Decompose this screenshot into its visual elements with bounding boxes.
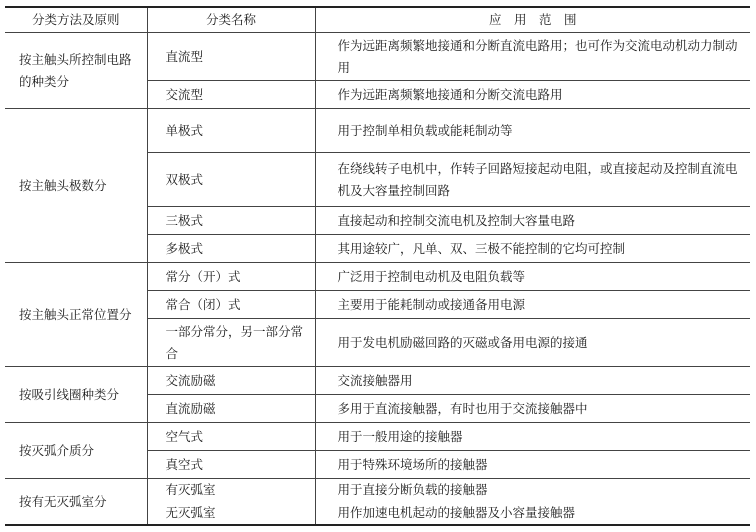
classification-table bbox=[5, 6, 750, 526]
table-header-row bbox=[5, 7, 750, 33]
application-cell: 直接起动和控制交流电机及控制大容量电路 bbox=[315, 207, 750, 235]
type-name-cell: 交流励磁 bbox=[147, 367, 315, 395]
application-cell: 用于直接分断负载的接触器 bbox=[315, 479, 750, 502]
application-cell: 其用途较广，凡单、双、三极不能控制的它均可控制 bbox=[315, 235, 750, 263]
type-name-cell: 直流励磁 bbox=[147, 395, 315, 423]
type-name-cell: 无灭弧室 bbox=[147, 501, 315, 525]
type-name-cell: 多极式 bbox=[147, 235, 315, 263]
header-name: 分类名称 bbox=[147, 7, 315, 33]
table-row bbox=[5, 263, 750, 291]
application-cell: 用作加速电机起动的接触器及小容量接触器 bbox=[315, 501, 750, 525]
type-name-cell: 直流型 bbox=[147, 33, 315, 81]
application-cell: 用于一般用途的接触器 bbox=[315, 423, 750, 451]
application-cell: 交流接触器用 bbox=[315, 367, 750, 395]
category-cell: 按主触头所控制电路的种类分 bbox=[5, 33, 147, 109]
type-name-cell: 常合（闭）式 bbox=[147, 291, 315, 319]
application-cell: 在绕线转子电机中，作转子回路短接起动电阻，或直接起动及控制直流电机及大容量控制回路 bbox=[315, 153, 750, 207]
application-cell: 作为远距离频繁地接通和分断直流电路用；也可作为交流电动机动力制动用 bbox=[315, 33, 750, 81]
application-cell: 多用于直流接触器，有时也用于交流接触器中 bbox=[315, 395, 750, 423]
type-name-cell: 双极式 bbox=[147, 153, 315, 207]
application-cell: 主要用于能耗制动或接通备用电源 bbox=[315, 291, 750, 319]
table-row bbox=[5, 109, 750, 153]
type-name-cell: 交流型 bbox=[147, 81, 315, 109]
application-cell: 用于发电机励磁回路的灭磁或备用电源的接通 bbox=[315, 319, 750, 367]
type-name-cell: 单极式 bbox=[147, 109, 315, 153]
table-row bbox=[5, 33, 750, 81]
category-cell: 按主触头极数分 bbox=[5, 109, 147, 263]
table-row bbox=[5, 423, 750, 451]
header-method: 分类方法及原则 bbox=[5, 7, 147, 33]
application-cell: 用于控制单相负载或能耗制动等 bbox=[315, 109, 750, 153]
category-cell: 按有无灭弧室分 bbox=[5, 479, 147, 526]
type-name-cell: 三极式 bbox=[147, 207, 315, 235]
type-name-cell: 空气式 bbox=[147, 423, 315, 451]
table-row bbox=[5, 367, 750, 395]
header-application: 应 用 范 围 bbox=[315, 7, 750, 33]
type-name-cell: 真空式 bbox=[147, 451, 315, 479]
category-cell: 按灭弧介质分 bbox=[5, 423, 147, 479]
application-cell: 作为远距离频繁地接通和分断交流电路用 bbox=[315, 81, 750, 109]
type-name-cell: 有灭弧室 bbox=[147, 479, 315, 502]
type-name-cell: 一部分常分，另一部分常合 bbox=[147, 319, 315, 367]
application-cell: 用于特殊环境场所的接触器 bbox=[315, 451, 750, 479]
table-row bbox=[5, 479, 750, 502]
category-cell: 按吸引线圈种类分 bbox=[5, 367, 147, 423]
type-name-cell: 常分（开）式 bbox=[147, 263, 315, 291]
category-cell: 按主触头正常位置分 bbox=[5, 263, 147, 367]
application-cell: 广泛用于控制电动机及电阻负载等 bbox=[315, 263, 750, 291]
